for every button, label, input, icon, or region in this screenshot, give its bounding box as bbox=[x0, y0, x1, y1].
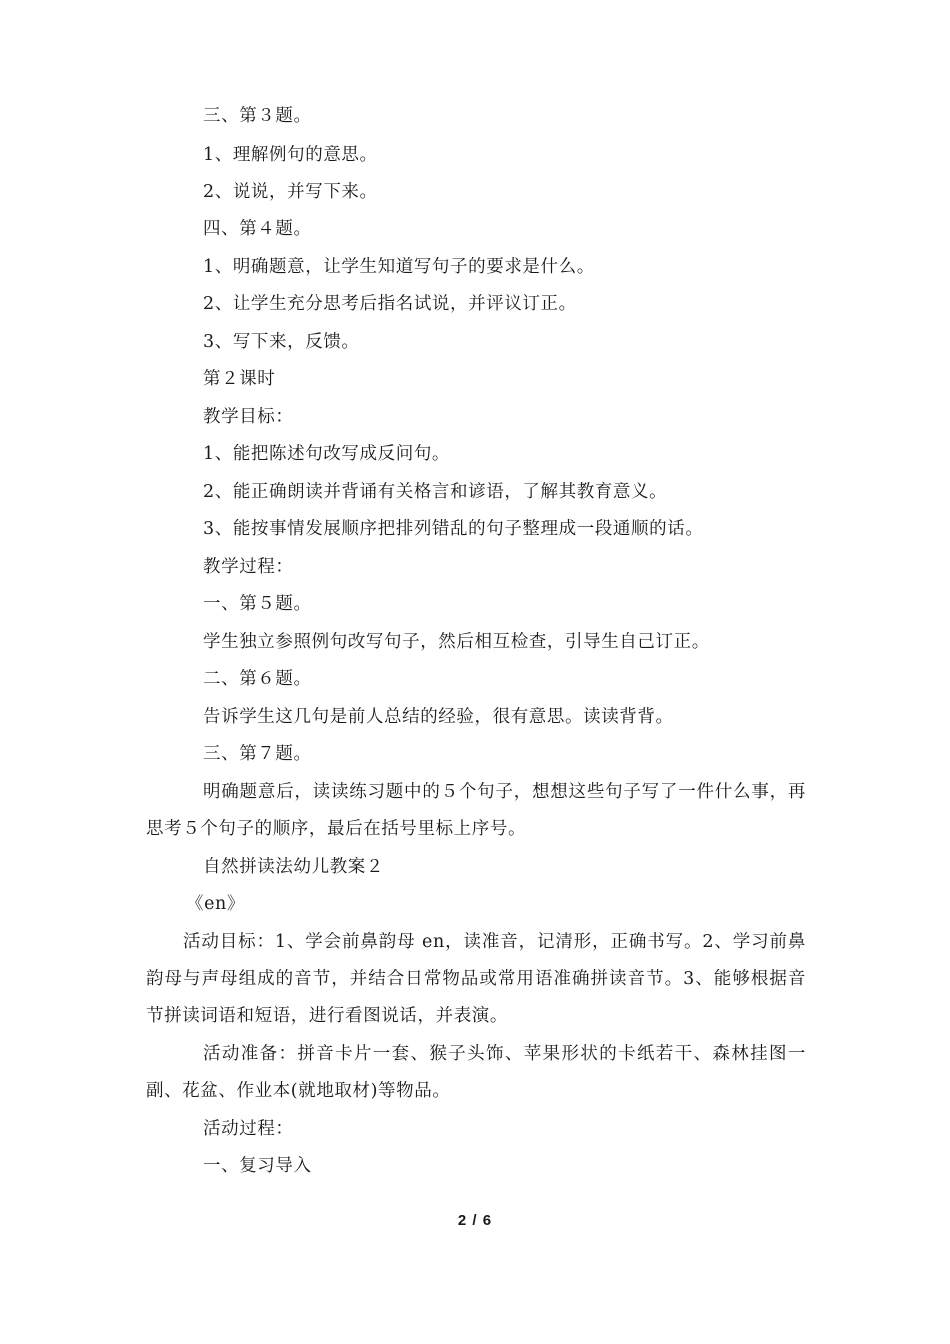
text-line: 3、能按事情发展顺序把排列错乱的句子整理成一段通顺的话。 bbox=[203, 519, 704, 539]
text-line: 2、能正确朗读并背诵有关格言和谚语，了解其教育意义。 bbox=[203, 482, 668, 502]
text-line: 活动过程： bbox=[203, 1119, 294, 1139]
text-line: 教学过程： bbox=[203, 557, 294, 577]
text-line: 1、理解例句的意思。 bbox=[203, 145, 378, 165]
text-line: 2、让学生充分思考后指名试说，并评议订正。 bbox=[203, 294, 577, 314]
page-number: 2 / 6 bbox=[457, 1212, 493, 1229]
text-line: 四、第４题。 bbox=[203, 219, 312, 239]
text-line: 1、明确题意，让学生知道写句子的要求是什么。 bbox=[203, 257, 595, 277]
text-line: 2、说说，并写下来。 bbox=[203, 182, 378, 202]
paragraph: 明确题意后，读读练习题中的５个句子，想想这些句子写了一件什么事，再思考５个句子的顺序，最后在括号里标上序号。 bbox=[146, 782, 806, 839]
text-line: 告诉学生这几句是前人总结的经验，很有意思。读读背背。 bbox=[203, 707, 674, 727]
text-line: 3、写下来，反馈。 bbox=[203, 332, 360, 352]
text-line: 学生独立参照例句改写句子，然后相互检查，引导生自己订正。 bbox=[203, 632, 710, 652]
sub-title: 《en》 bbox=[186, 894, 246, 914]
text-line: 二、第６题。 bbox=[203, 669, 312, 689]
text-line: 三、第７题。 bbox=[203, 744, 312, 764]
activity-prep-paragraph: 活动准备：拼音卡片一套、猴子头饰、苹果形状的卡纸若干、森林挂图一副、花盆、作业本(就地取材)等物品。 bbox=[146, 1044, 806, 1101]
text-line: 一、第５题。 bbox=[203, 594, 312, 614]
lesson-heading: 第２课时 bbox=[203, 369, 276, 389]
text-line: 一、复习导入 bbox=[203, 1156, 312, 1176]
text-line: 三、第３题。 bbox=[203, 106, 312, 126]
text-line: 教学目标： bbox=[203, 407, 294, 427]
activity-goals-paragraph: 活动目标：1、学会前鼻韵母 en，读准音，记清形，正确书写。2、学习前鼻韵母与声母组成的音节，并结合日常物品或常用语准确拼读音节。3、能够根据音节拼读词语和短语，进行看图说话，并表演。 bbox=[146, 932, 806, 1026]
text-line: 1、能把陈述句改写成反问句。 bbox=[203, 444, 451, 464]
section-title: 自然拼读法幼儿教案２ bbox=[203, 857, 384, 877]
